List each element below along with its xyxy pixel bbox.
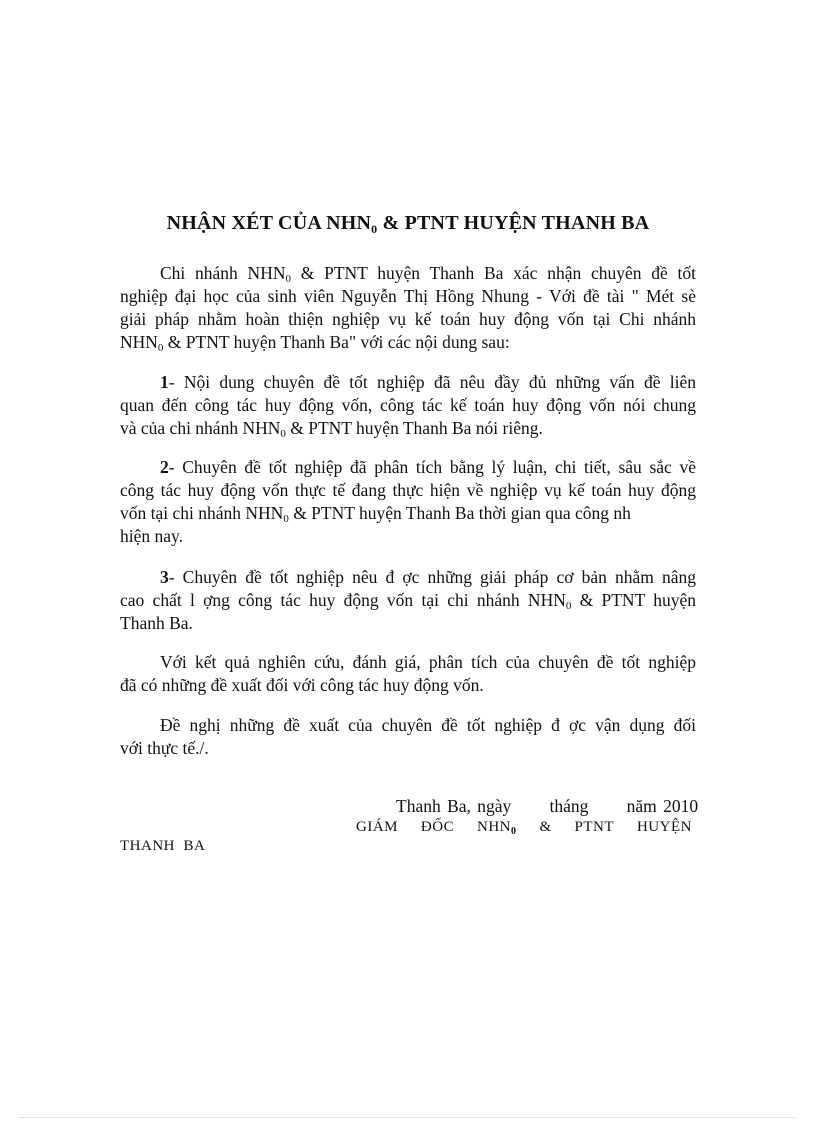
item-2-line-2: công tác huy động vốn thực tế đang thực hiện về nghiệp vụ kế toán huy động	[120, 480, 696, 500]
intro-line-4: $NHN_0$ & PTNT huyện Thanh Ba" với các nội dung sau:	[120, 332, 510, 354]
item-2-number: 2	[160, 457, 169, 477]
page-title	[0, 212, 816, 237]
item-3-paragraph	[120, 566, 696, 635]
item-2-paragraph	[120, 456, 696, 548]
title-post: & PTNT HUYỆN THANH BA	[377, 212, 650, 234]
proposal-line-1: Đề nghị những đề xuất của chuyên đề tốt nghiệp đ ợc vận dụng đối	[160, 715, 696, 735]
item-3-line-3: Thanh Ba.	[120, 613, 193, 633]
intro-paragraph	[120, 262, 696, 354]
intro-line-1: Chi nhánh $NHN_0$ & PTNT huyện Thanh Ba xác nhận chuyên đề tốt	[160, 263, 696, 285]
item-1-line-2: quan đến công tác huy động vốn, công tác kế toán huy động vốn nói chung	[120, 395, 696, 415]
intro-line-3: giải pháp nhằm hoàn thiện nghiệp vụ kế toán huy động vốn tại Chi nhánh	[120, 309, 696, 329]
item-1-line-3: và của chi nhánh $NHN_0$ & PTNT huyện Thanh Ba nói riêng.	[120, 418, 543, 440]
result-line-1: Với kết quả nghiên cứu, đánh giá, phân tích của chuyên đề tốt nghiệp	[160, 652, 696, 672]
item-2-line-4: hiện nay.	[120, 526, 184, 546]
director-title: GIÁM ĐỐC $NHN_0$ & PTNT HUYỆN	[356, 819, 692, 837]
item-3-line-1: 3- Chuyên đề tốt nghiệp nêu đ ợc những giải pháp cơ bản nhằm nâng	[160, 567, 696, 587]
signature-date: Thanh Ba, ngày tháng năm 2010	[396, 796, 699, 816]
result-line-2: đã có những đề xuất đối với công tác huy động vốn.	[120, 675, 484, 695]
item-2-line-3: vốn tại chi nhánh $NHN_0$ & PTNT huyện Thanh Ba thời gian qua công nh	[120, 503, 631, 525]
title-pre: NHẬN XÉT CỦA NHN	[166, 212, 372, 234]
title-subscript: 0	[371, 222, 378, 236]
item-1-paragraph	[120, 371, 696, 440]
page-bottom-divider	[20, 1117, 796, 1118]
item-1-line-1: 1- Nội dung chuyên đề tốt nghiệp đã nêu đầy đủ những vấn đề liên	[160, 372, 696, 392]
item-2-line-1: 2- Chuyên đề tốt nghiệp đã phân tích bằng lý luận, chi tiết, sâu sắc về	[160, 457, 696, 477]
director-title-continued: THANH BA	[120, 838, 206, 854]
item-3-number: 3	[160, 567, 169, 587]
item-3-line-2: cao chất l ợng công tác huy động vốn tại chi nhánh $NHN_0$ & PTNT huyện	[120, 590, 696, 612]
item-1-number: 1	[160, 372, 169, 392]
intro-line-2: nghiệp đại học của sinh viên Nguyễn Thị Hồng Nhung - Với đề tài " Mét sè	[120, 286, 696, 306]
proposal-line-2: với thực tế./.	[120, 738, 209, 758]
result-paragraph	[120, 651, 696, 697]
proposal-paragraph	[120, 714, 696, 760]
